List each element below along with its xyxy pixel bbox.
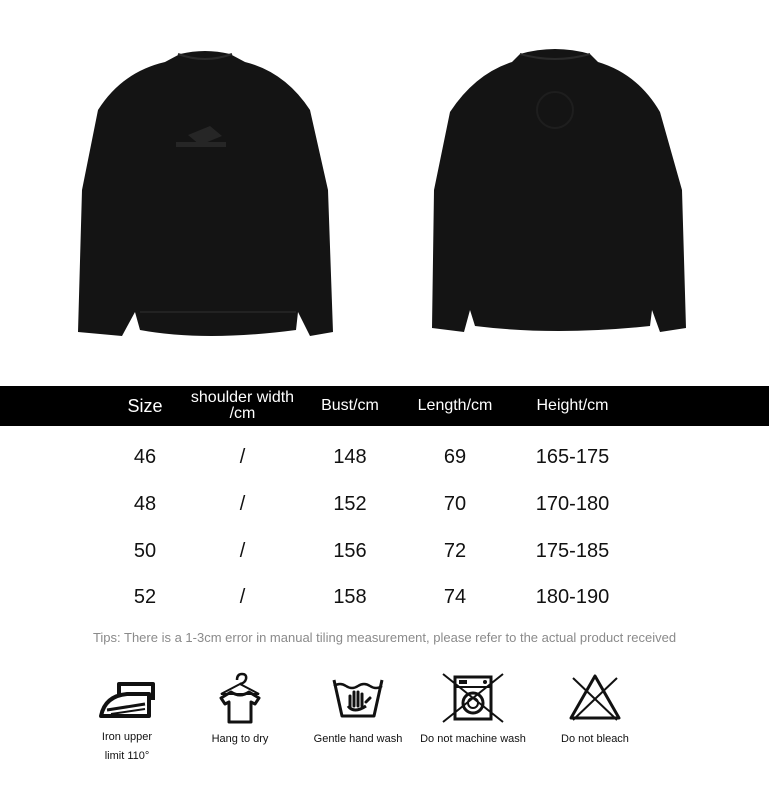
cell-height: 180-190 xyxy=(535,585,610,608)
cell-bust: 152 xyxy=(333,492,367,515)
care-no-bleach xyxy=(535,672,655,749)
size-table-header xyxy=(0,386,769,426)
iron-label-line1: Iron upper xyxy=(101,731,153,743)
cell-bust: 148 xyxy=(333,445,367,468)
cell-bust: 158 xyxy=(333,585,367,608)
header-shoulder-width xyxy=(180,386,305,426)
header-shoulder-line1: shoulder width xyxy=(190,389,295,406)
cell-bust: 156 xyxy=(333,539,367,562)
cell-length: 74 xyxy=(443,585,467,608)
table-row xyxy=(0,574,769,620)
table-row xyxy=(0,528,769,574)
cell-shoulder: / xyxy=(239,445,246,468)
cell-length: 72 xyxy=(443,539,467,562)
hand-wash-label: Gentle hand wash xyxy=(313,733,403,745)
no-machine-wash-label: Do not machine wash xyxy=(420,733,526,745)
iron-icon xyxy=(97,678,157,722)
cell-height: 165-175 xyxy=(535,445,610,468)
hanger-shirt-icon xyxy=(215,672,265,724)
sweater-front-image xyxy=(70,40,340,340)
cell-length: 70 xyxy=(443,492,467,515)
hand-wash-icon xyxy=(330,672,386,724)
sweater-back-image xyxy=(420,40,690,340)
iron-label-line2: limit 110° xyxy=(104,750,150,762)
cell-height: 175-185 xyxy=(535,539,610,562)
table-row xyxy=(0,434,769,480)
header-length: Length/cm xyxy=(417,397,493,414)
measurement-tips: Tips: There is a 1-3cm error in manual tiling measurement, please refer to the actual product received xyxy=(92,630,677,645)
cell-shoulder: / xyxy=(239,585,246,608)
no-machine-wash-icon xyxy=(441,672,505,724)
cell-size: 46 xyxy=(133,445,157,468)
header-height: Height/cm xyxy=(536,397,609,414)
care-iron xyxy=(67,678,187,766)
cell-shoulder: / xyxy=(239,539,246,562)
cell-length: 69 xyxy=(443,445,467,468)
hang-label: Hang to dry xyxy=(211,733,269,745)
header-bust: Bust/cm xyxy=(321,397,379,414)
cell-size: 52 xyxy=(133,585,157,608)
no-bleach-icon xyxy=(567,672,623,724)
header-size: Size xyxy=(127,396,163,416)
care-hang-dry xyxy=(180,672,300,749)
cell-size: 50 xyxy=(133,539,157,562)
care-hand-wash xyxy=(298,672,418,749)
cell-size: 48 xyxy=(133,492,157,515)
care-no-machine-wash xyxy=(413,672,533,749)
no-bleach-label: Do not bleach xyxy=(561,733,629,745)
cell-shoulder: / xyxy=(239,492,246,515)
cell-height: 170-180 xyxy=(535,492,610,515)
header-shoulder-line2: /cm xyxy=(229,405,256,422)
product-photos xyxy=(0,0,769,380)
table-row xyxy=(0,481,769,527)
